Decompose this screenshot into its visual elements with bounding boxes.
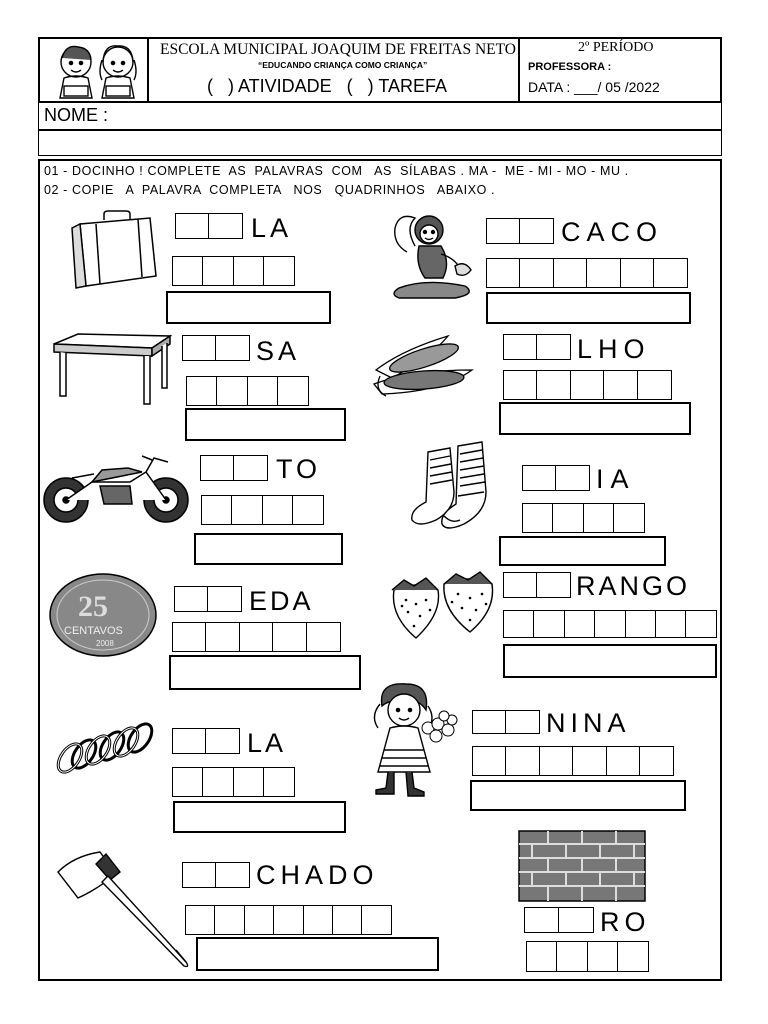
suitcase-picture [68,210,160,292]
coin-label: CENTAVOS [64,625,123,637]
letter-boxes[interactable] [503,610,716,638]
letter-boxes[interactable] [172,767,294,797]
word-suffix: NINA [546,708,631,738]
coin-value: 25 [78,590,108,623]
word-suffix: CHADO [256,860,379,890]
answer-box[interactable] [196,937,439,971]
coin-year: 2008 [96,639,114,648]
word-suffix: RO [600,907,651,937]
answer-box[interactable] [169,655,361,690]
teacher-label: PROFESSORA : [528,61,612,73]
name-extra-row [38,129,722,156]
coin-picture [48,572,158,658]
answer-box[interactable] [486,292,691,324]
motorcycle-picture [42,452,194,526]
school-motto: “EDUCANDO CRIANÇA COMO CRIANÇA” [258,60,428,70]
word-suffix: CACO [561,217,664,247]
syllable-boxes[interactable] [503,572,570,598]
word-suffix: LA [247,728,287,758]
syllable-boxes[interactable] [172,728,239,754]
letter-boxes[interactable] [522,503,644,533]
answer-box[interactable] [470,780,686,811]
letter-boxes[interactable] [172,622,339,652]
letter-boxes[interactable] [185,905,391,935]
word-suffix: LA [251,213,293,243]
letter-boxes[interactable] [172,256,294,286]
table-picture [52,332,172,408]
syllable-boxes[interactable] [182,862,249,888]
school-name: ESCOLA MUNICIPAL JOAQUIM DE FREITAS NETO [160,41,517,58]
syllable-boxes[interactable] [524,907,593,933]
answer-box[interactable] [194,533,343,565]
word-suffix: TO [276,454,322,484]
socks-picture [408,440,488,532]
letter-boxes[interactable] [526,941,648,972]
monkey-picture [385,208,480,300]
instruction-1: 01 - DOCINHO ! COMPLETE AS PALAVRAS COM AS SÍLABAS . MA - ME - MI - MO - MU . [44,164,629,178]
instruction-2: 02 - COPIE A PALAVRA COMPLETA NOS QUADRINHOS ABAIXO . [44,183,496,197]
answer-box[interactable] [503,644,717,678]
girl-picture [366,680,464,798]
header-divider-left [147,37,149,103]
period-label: 2º PERÍODO [578,40,654,55]
syllable-boxes[interactable] [486,218,553,244]
answer-box[interactable] [185,408,346,441]
letter-boxes[interactable] [503,370,670,400]
word-suffix: EDA [249,586,314,616]
axe-picture [56,850,196,968]
syllable-boxes[interactable] [503,334,570,360]
syllable-boxes[interactable] [472,710,539,734]
letter-boxes[interactable] [472,746,672,776]
answer-box[interactable] [173,801,346,833]
answer-box[interactable] [499,536,666,566]
header-divider-right [518,37,520,103]
spring-picture [52,714,162,778]
activity-task-line: ( ) ATIVIDADE ( ) TAREFA [207,76,448,96]
name-row [38,101,722,131]
name-label: NOME : [44,105,109,125]
syllable-boxes[interactable] [522,465,589,491]
word-suffix: IA [596,464,636,494]
word-suffix: RANGO [576,571,691,601]
letter-boxes[interactable] [486,258,686,288]
date-label: DATA : ___/ 05 /2022 [528,79,660,95]
corn-picture [372,330,480,400]
syllable-boxes[interactable] [182,335,249,361]
answer-box[interactable] [166,291,331,324]
syllable-boxes[interactable] [175,213,242,239]
syllable-boxes[interactable] [174,586,241,612]
kids-logo [50,40,146,102]
letter-boxes[interactable] [186,376,308,406]
word-suffix: LHO [577,334,651,364]
word-suffix: SA [256,336,301,366]
syllable-boxes[interactable] [200,455,267,481]
brick-wall-picture [518,830,646,902]
answer-box[interactable] [499,402,691,435]
letter-boxes[interactable] [201,495,323,525]
strawberry-picture [386,570,498,642]
